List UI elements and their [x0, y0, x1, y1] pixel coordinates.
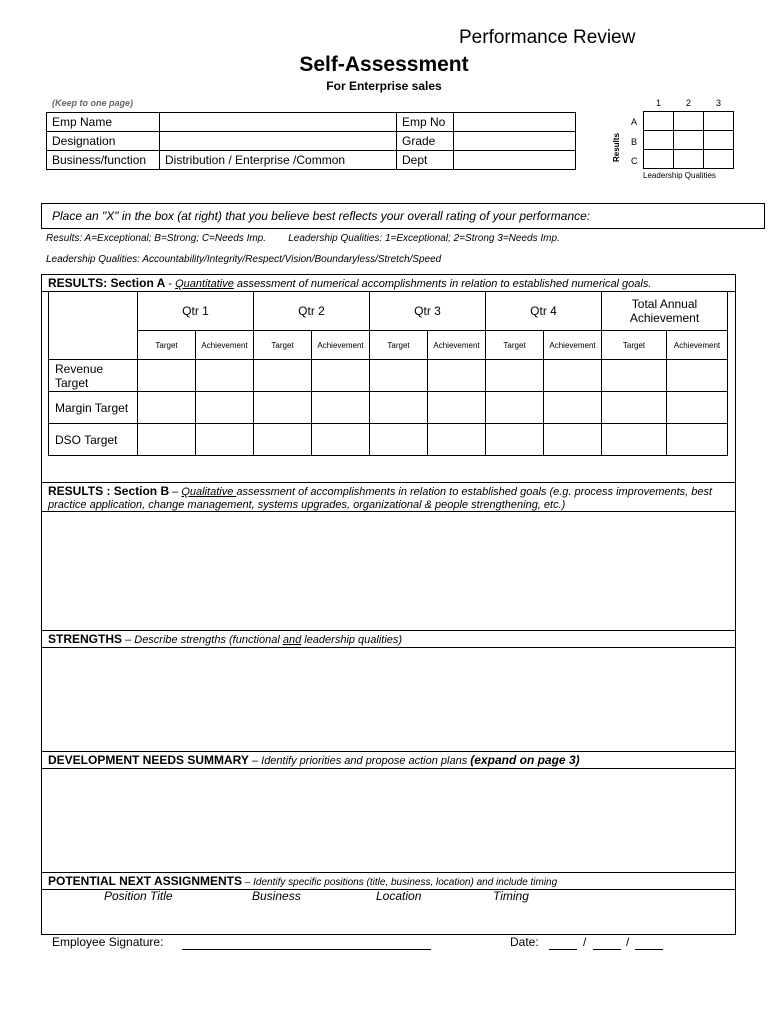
rating-cell[interactable]: [674, 150, 704, 169]
emp-no-label: Emp No: [397, 113, 454, 132]
table-cell[interactable]: [196, 392, 254, 424]
rating-cell[interactable]: [674, 131, 704, 150]
section-a-desc: assessment of numerical accomplishments in relation to established numerical goals.: [233, 278, 652, 290]
qtr-1-header: Qtr 1: [138, 292, 254, 331]
grid-col-3: 3: [716, 98, 722, 108]
grid-row-b: B: [631, 137, 638, 147]
margin-target-label: Margin Target: [49, 392, 138, 424]
section-b-heading: [41, 482, 736, 512]
rating-cell[interactable]: [644, 131, 674, 150]
leadership-qualities-key: Leadership Qualities: Accountability/Integrity/Respect/Vision/Boundaryless/Stretch/Speed: [46, 254, 442, 265]
section-a-title: RESULTS: Section A: [48, 276, 166, 290]
position-title-label: Position Title: [104, 889, 173, 903]
strengths-desc-b: leadership qualities): [301, 634, 403, 646]
page-title: Self-Assessment: [299, 53, 469, 76]
development-title: DEVELOPMENT NEEDS SUMMARY: [48, 753, 249, 767]
emp-no-field[interactable]: [454, 113, 576, 132]
keep-note: (Keep to one page): [52, 98, 134, 108]
date-year-line[interactable]: [635, 949, 663, 950]
employee-info-table: [46, 112, 576, 170]
rating-cell[interactable]: [704, 112, 734, 131]
table-cell[interactable]: [138, 392, 196, 424]
target-col: Target: [370, 331, 428, 360]
table-cell[interactable]: [428, 360, 486, 392]
rating-key: Results: A=Exceptional; B=Strong; C=Needs Imp. Leadership Qualities: 1=Exceptional; 2=Strong 3=Needs Imp.: [46, 233, 560, 244]
grid-row-c: C: [631, 156, 638, 166]
business-function-label: Business/function: [47, 151, 160, 170]
grid-row-a: A: [631, 117, 638, 127]
employee-signature-line[interactable]: [182, 949, 431, 950]
table-cell[interactable]: [370, 360, 428, 392]
achievement-col: Achievement: [312, 331, 370, 360]
page-subtitle: For Enterprise sales: [326, 79, 442, 93]
section-b-dash: –: [169, 486, 182, 498]
grade-field[interactable]: [454, 132, 576, 151]
qtr-2-header: Qtr 2: [254, 292, 370, 331]
location-label: Location: [376, 889, 422, 903]
achievement-col: Achievement: [428, 331, 486, 360]
target-col: Target: [138, 331, 196, 360]
table-cell[interactable]: [544, 360, 602, 392]
potential-title: POTENTIAL NEXT ASSIGNMENTS: [48, 874, 243, 888]
rating-cell[interactable]: [644, 150, 674, 169]
strengths-body[interactable]: [41, 648, 736, 752]
table-cell[interactable]: [312, 392, 370, 424]
business-label: Business: [252, 889, 301, 903]
table-cell[interactable]: [667, 392, 728, 424]
section-a-emph: Quantitative: [175, 278, 234, 290]
table-cell[interactable]: [370, 392, 428, 424]
business-function-field[interactable]: Distribution / Enterprise /Common: [160, 151, 397, 170]
table-cell[interactable]: [667, 360, 728, 392]
date-separator: /: [626, 935, 630, 949]
table-cell[interactable]: [428, 424, 486, 456]
table-cell[interactable]: [138, 424, 196, 456]
development-desc: – Identify priorities and propose action plans: [248, 755, 471, 767]
target-col: Target: [602, 331, 667, 360]
timing-label: Timing: [493, 889, 529, 903]
achievement-col: Achievement: [196, 331, 254, 360]
grid-col-2: 2: [686, 98, 692, 108]
table-cell[interactable]: [196, 360, 254, 392]
date-separator: /: [583, 935, 587, 949]
section-a-dash: -: [165, 278, 176, 290]
strengths-and: and: [282, 634, 302, 646]
rating-cell[interactable]: [644, 112, 674, 131]
date-month-line[interactable]: [593, 949, 621, 950]
quantitative-table: [48, 291, 728, 456]
section-b-title: RESULTS : Section B: [48, 484, 170, 498]
development-expand: (expand on page 3): [470, 753, 580, 767]
designation-field[interactable]: [160, 132, 397, 151]
grade-label: Grade: [397, 132, 454, 151]
section-b-body[interactable]: [41, 512, 736, 631]
qtr-4-header: Qtr 4: [486, 292, 602, 331]
rating-cell[interactable]: [704, 131, 734, 150]
strengths-title: STRENGTHS: [48, 632, 123, 646]
employee-signature-label: Employee Signature:: [52, 935, 164, 949]
leadership-axis-label: Leadership Qualities: [643, 171, 716, 180]
rating-grid: [643, 111, 734, 169]
grid-col-1: 1: [656, 98, 662, 108]
section-b-desc: assessment of accomplishments in relation to established goals (e.g. process improvements, best practice application, change management, systems upgrades, organizational & people strengthening, etc.): [48, 486, 713, 511]
dept-field[interactable]: [454, 151, 576, 170]
table-cell[interactable]: [602, 424, 667, 456]
table-cell[interactable]: [196, 424, 254, 456]
achievement-col: Achievement: [544, 331, 602, 360]
table-cell[interactable]: [312, 424, 370, 456]
table-cell[interactable]: [602, 392, 667, 424]
table-cell[interactable]: [428, 392, 486, 424]
achievement-col: Achievement: [667, 331, 728, 360]
blank-header: [49, 292, 138, 360]
strengths-desc-a: – Describe strengths (functional: [122, 634, 283, 646]
qtr-3-header: Qtr 3: [370, 292, 486, 331]
rating-cell[interactable]: [674, 112, 704, 131]
emp-name-label: Emp Name: [47, 113, 160, 132]
table-cell[interactable]: [370, 424, 428, 456]
table-cell[interactable]: [486, 392, 544, 424]
rating-instruction-box: Place an "X" in the box (at right) that you believe best reflects your overall rating of your performance:: [41, 203, 765, 229]
emp-name-field[interactable]: [160, 113, 397, 132]
table-cell[interactable]: [254, 360, 312, 392]
dept-label: Dept: [397, 151, 454, 170]
performance-review-label: Performance Review: [459, 27, 636, 48]
date-label: Date:: [510, 935, 539, 949]
date-day-line[interactable]: [549, 949, 577, 950]
dso-target-label: DSO Target: [49, 424, 138, 456]
development-body[interactable]: [41, 769, 736, 873]
total-annual-header: Total Annual Achievement: [602, 292, 728, 331]
section-b-emph: Qualitative: [181, 486, 237, 498]
table-cell[interactable]: [486, 360, 544, 392]
potential-desc: – Identify specific positions (title, business, location) and include timing: [242, 877, 558, 888]
designation-label: Designation: [47, 132, 160, 151]
table-cell[interactable]: [254, 392, 312, 424]
target-col: Target: [486, 331, 544, 360]
table-cell[interactable]: [602, 360, 667, 392]
development-heading: [41, 751, 736, 769]
table-cell[interactable]: [312, 360, 370, 392]
strengths-heading: [41, 630, 736, 648]
table-cell[interactable]: [544, 424, 602, 456]
table-cell[interactable]: [138, 360, 196, 392]
rating-cell[interactable]: [704, 150, 734, 169]
revenue-target-label: Revenue Target: [49, 360, 138, 392]
results-axis-label: Results: [612, 133, 621, 162]
table-cell[interactable]: [544, 392, 602, 424]
section-a-heading: [41, 274, 736, 292]
table-cell[interactable]: [254, 424, 312, 456]
table-cell[interactable]: [667, 424, 728, 456]
table-cell[interactable]: [486, 424, 544, 456]
potential-heading: [41, 872, 736, 890]
target-col: Target: [254, 331, 312, 360]
